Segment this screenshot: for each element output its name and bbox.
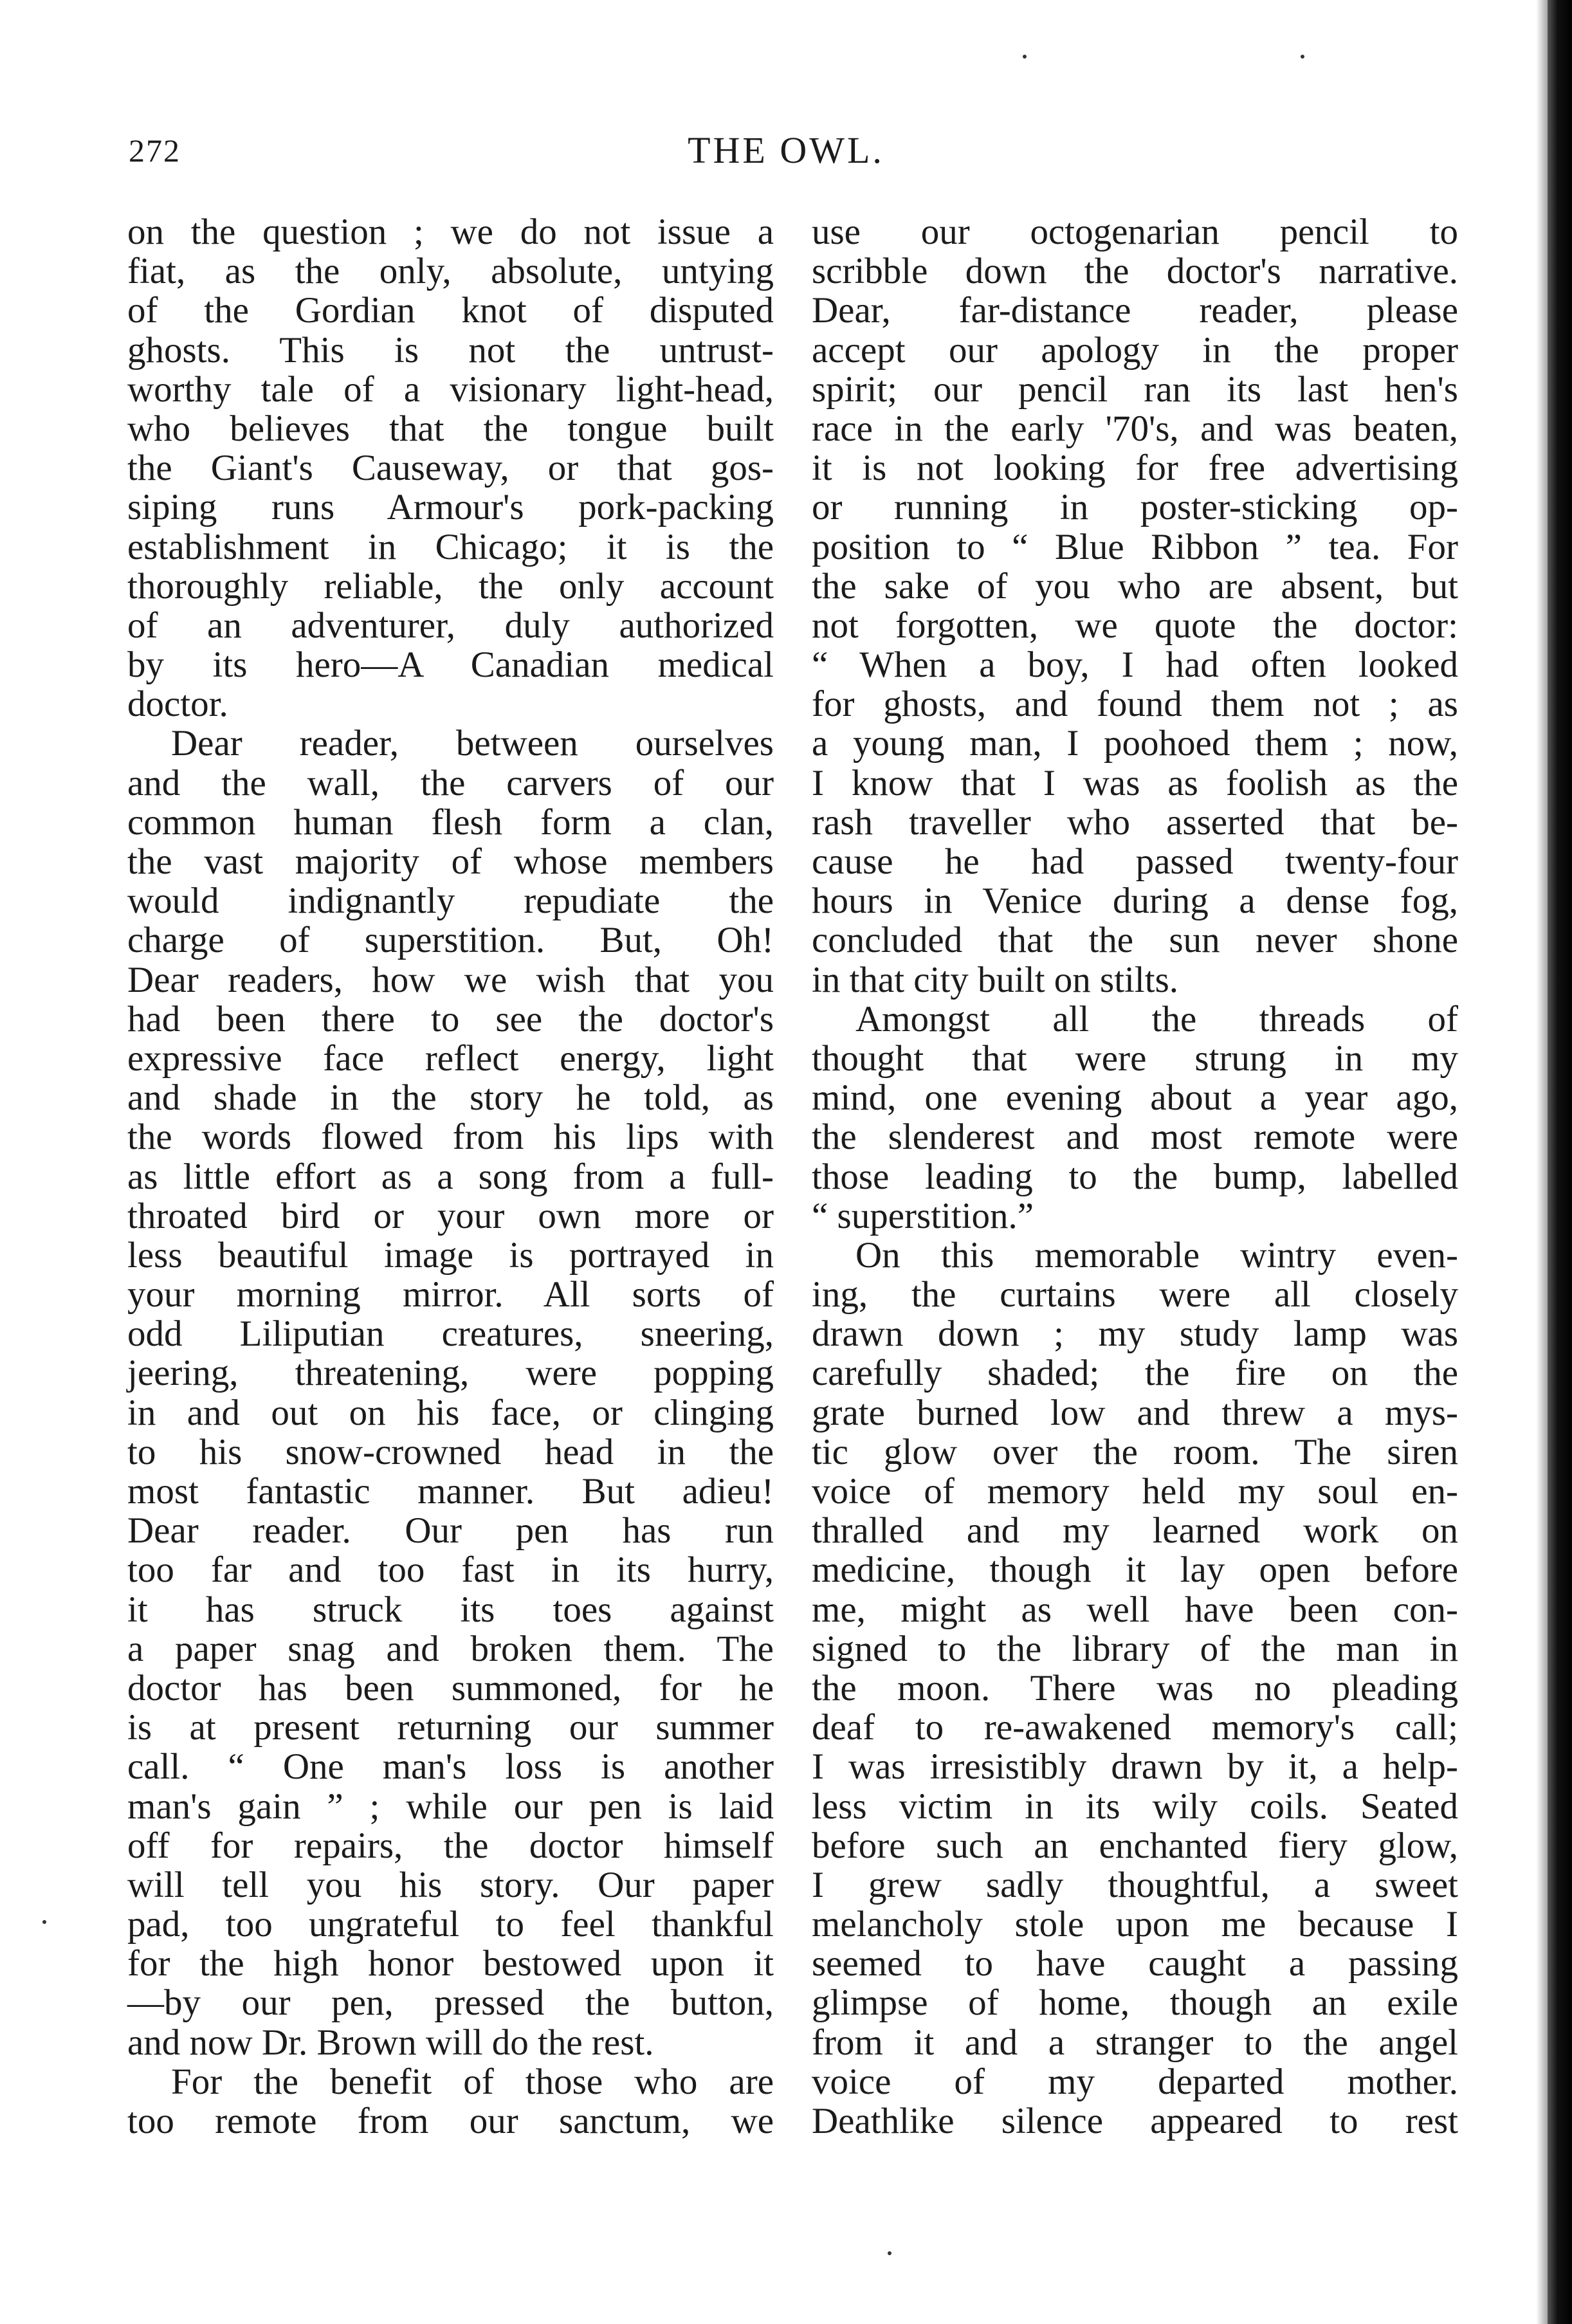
text-line: Amongst all the threads of: [855, 998, 1458, 1039]
text-line: me, might as well have been con-: [812, 1589, 1458, 1630]
text-line: race in the early '70's, and was beaten,: [812, 408, 1458, 449]
text-line: will tell you his story. Our paper: [127, 1864, 774, 1905]
text-line: —by our pen, pressed the button,: [127, 1982, 774, 2024]
text-line: in that city built on stilts.: [812, 959, 1178, 1000]
text-line: those leading to the bump, labelled: [812, 1156, 1458, 1197]
text-line: scribble down the doctor's narrative.: [812, 251, 1458, 292]
text-line: less victim in its wily coils. Seated: [812, 1786, 1458, 1827]
text-line: in and out on his face, or clinging: [127, 1392, 774, 1433]
text-line: and now Dr. Brown will do the rest.: [127, 2022, 654, 2063]
speck: [1301, 55, 1304, 59]
text-line: tic glow over the room. The siren: [812, 1431, 1458, 1472]
text-line: for the high honor bestowed upon it: [127, 1943, 774, 1984]
text-line: too far and too fast in its hurry,: [127, 1550, 774, 1591]
left-column: [127, 212, 774, 2141]
text-line: medicine, though it lay open before: [812, 1550, 1458, 1591]
text-line: from it and a stranger to the angel: [812, 2022, 1458, 2063]
text-line: Dear reader. Our pen has run: [127, 1510, 774, 1551]
text-line: your morning mirror. All sorts of: [127, 1274, 774, 1315]
text-line: pad, too ungrateful to feel thankful: [127, 1904, 774, 1945]
text-line: not forgotten, we quote the doctor:: [812, 605, 1458, 646]
text-line: the words flowed from his lips with: [127, 1117, 774, 1158]
text-line: the slenderest and most remote were: [812, 1117, 1458, 1158]
text-line: it has struck its toes against: [127, 1589, 774, 1630]
text-line: seemed to have caught a passing: [812, 1943, 1458, 1984]
text-line: is at present returning our summer: [127, 1707, 774, 1748]
text-line: fiat, as the only, absolute, untying: [127, 251, 774, 292]
text-line: a paper snag and broken them. The: [127, 1628, 774, 1669]
text-line: it is not looking for free advertising: [812, 448, 1458, 489]
text-line: to his snow-crowned head in the: [127, 1431, 774, 1472]
text-line: Dear, far-distance reader, please: [812, 290, 1458, 331]
text-line: Dear reader, between ourselves: [171, 723, 774, 764]
text-line: melancholy stole upon me because I: [812, 1904, 1458, 1945]
text-line: common human flesh form a clan,: [127, 801, 774, 843]
text-line: the Giant's Causeway, or that gos-: [127, 448, 774, 489]
text-line: a young man, I poohoed them ; now,: [812, 723, 1458, 764]
text-line: the sake of you who are absent, but: [812, 565, 1458, 607]
text-line: grate burned low and threw a mys-: [812, 1392, 1458, 1433]
text-line: ghosts. This is not the untrust-: [127, 329, 774, 371]
text-line: Dear readers, how we wish that you: [127, 959, 774, 1000]
text-line: for ghosts, and found them not ; as: [812, 684, 1458, 725]
text-line: by its hero—A Canadian medical: [127, 645, 774, 686]
text-line: rash traveller who asserted that be-: [812, 801, 1458, 843]
text-line: ing, the curtains were all closely: [812, 1274, 1458, 1315]
text-line: before such an enchanted fiery glow,: [812, 1825, 1458, 1866]
text-line: expressive face reflect energy, light: [127, 1038, 774, 1079]
text-line: the vast majority of whose members: [127, 841, 774, 882]
text-line: mind, one evening about a year ago,: [812, 1077, 1458, 1119]
text-line: carefully shaded; the fire on the: [812, 1353, 1458, 1394]
text-line: or running in poster-sticking op-: [812, 487, 1458, 528]
text-line: glimpse of home, though an exile: [812, 1982, 1458, 2024]
text-line: thoroughly reliable, the only account: [127, 565, 774, 607]
text-line: most fantastic manner. But adieu!: [127, 1471, 774, 1512]
text-line: had been there to see the doctor's: [127, 998, 774, 1039]
text-line: “ superstition.”: [812, 1195, 1034, 1236]
text-line: voice of memory held my soul en-: [812, 1471, 1458, 1512]
text-line: odd Liliputian creatures, sneering,: [127, 1313, 774, 1355]
text-line: would indignantly repudiate the: [127, 881, 774, 922]
text-line: position to “ Blue Ribbon ” tea. For: [812, 526, 1458, 567]
page-number: 272: [129, 133, 181, 169]
text-line: For the benefit of those who are: [171, 2061, 774, 2102]
text-line: doctor has been summoned, for he: [127, 1667, 774, 1708]
text-line: off for repairs, the doctor himself: [127, 1825, 774, 1866]
text-line: the moon. There was no pleading: [812, 1667, 1458, 1708]
text-line: Deathlike silence appeared to rest: [812, 2101, 1458, 2141]
text-line: call. “ One man's loss is another: [127, 1746, 774, 1788]
text-line: throated bird or your own more or: [127, 1195, 774, 1236]
text-line: hours in Venice during a dense fog,: [812, 881, 1458, 922]
text-line: less beautiful image is portrayed in: [127, 1234, 774, 1276]
text-line: doctor.: [127, 684, 228, 725]
text-line: on the question ; we do not issue a: [127, 212, 774, 252]
text-line: man's gain ” ; while our pen is laid: [127, 1786, 774, 1827]
text-line: siping runs Armour's pork-packing: [127, 487, 774, 528]
speck: [888, 2251, 891, 2255]
text-line: deaf to re-awakened memory's call;: [812, 1707, 1458, 1748]
text-line: jeering, threatening, were popping: [127, 1353, 774, 1394]
text-line: signed to the library of the man in: [812, 1628, 1458, 1669]
running-head: THE OWL.: [688, 129, 884, 171]
text-line: spirit; our pencil ran its last hen's: [812, 369, 1458, 410]
text-line: I grew sadly thoughtful, a sweet: [812, 1864, 1458, 1905]
text-line: thought that were strung in my: [812, 1038, 1458, 1079]
text-line: thralled and my learned work on: [812, 1510, 1458, 1551]
binding-shadow: [1536, 0, 1548, 2324]
text-line: drawn down ; my study lamp was: [812, 1313, 1458, 1355]
text-line: who believes that the tongue built: [127, 408, 774, 449]
text-line: charge of superstition. But, Oh!: [127, 920, 774, 961]
right-column: [812, 212, 1458, 2141]
text-line: cause he had passed twenty-four: [812, 841, 1458, 882]
text-line: voice of my departed mother.: [812, 2061, 1458, 2102]
text-line: On this memorable wintry even-: [855, 1234, 1458, 1276]
text-line: and the wall, the carvers of our: [127, 762, 774, 803]
text-line: worthy tale of a visionary light-head,: [127, 369, 774, 410]
text-line: “ When a boy, I had often looked: [812, 645, 1458, 686]
text-line: use our octogenarian pencil to: [812, 212, 1458, 252]
text-line: as little effort as a song from a full-: [127, 1156, 774, 1197]
text-line: of the Gordian knot of disputed: [127, 290, 774, 331]
speck: [1023, 55, 1027, 59]
text-line: I know that I was as foolish as the: [812, 762, 1458, 803]
text-line: of an adventurer, duly authorized: [127, 605, 774, 646]
text-line: accept our apology in the proper: [812, 329, 1458, 371]
text-line: too remote from our sanctum, we: [127, 2101, 774, 2141]
speck: [42, 1920, 46, 1924]
text-line: and shade in the story he told, as: [127, 1077, 774, 1119]
binding-edge: [1548, 0, 1572, 2324]
text-line: I was irresistibly drawn by it, a help-: [812, 1746, 1458, 1788]
text-line: concluded that the sun never shone: [812, 920, 1458, 961]
text-line: establishment in Chicago; it is the: [127, 526, 774, 567]
